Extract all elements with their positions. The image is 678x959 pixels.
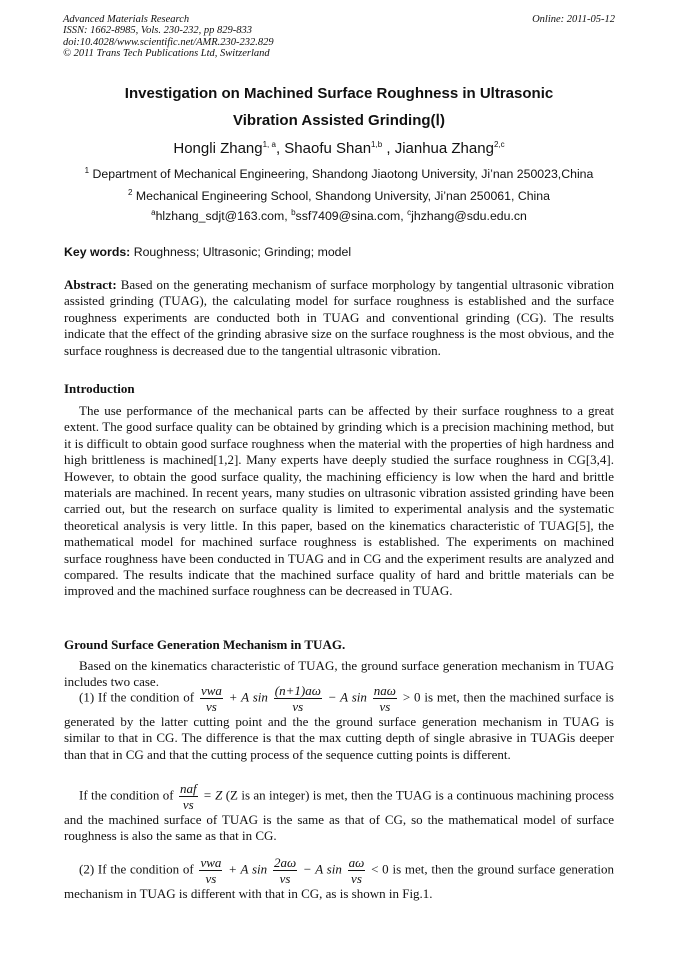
operator: + A sin (224, 861, 271, 877)
emails (64, 209, 614, 223)
relation: < 0 (367, 861, 389, 877)
numerator: aω (348, 855, 365, 870)
aff-text: Department of Mechanical Engineering, Shandong Jiaotong University, Ji’nan 250023,China (92, 167, 594, 181)
email-sup: b (291, 207, 296, 217)
affiliation-2 (64, 189, 614, 203)
section-heading: Ground Surface Generation Mechanism in TUAG. (64, 637, 346, 652)
denominator: vs (182, 797, 194, 812)
operator: + A sin (224, 689, 272, 705)
author-name: Shaofu Shan (284, 140, 372, 157)
journal-info (63, 14, 274, 59)
text: (2) If the condition of (79, 861, 198, 877)
journal-name: Advanced Materials Research (63, 14, 190, 25)
author-sup: 1, a (262, 140, 276, 149)
text: is met, then the machined surface is generated by the latter cutting point and the the ground surface generation mechanism in TUAG is similar to that in CG. The difference is that the max cutting depth of single abrasive in TUAGis deeper than that in CG and that the cutting process of the sequence cutting points is different. (64, 689, 614, 762)
case2-paragraph (64, 855, 614, 902)
denominator: vs (351, 871, 362, 886)
email: ssf7409@sina.com, (295, 209, 408, 223)
relation: > 0 (398, 689, 421, 705)
author-sup: 2,c (493, 140, 505, 149)
keywords (64, 245, 351, 259)
denominator: vs (292, 699, 304, 714)
text: (1) If the condition of (79, 689, 198, 705)
text: (Z is an integer) is met, then the TUAG is a continuous machining process and the machined surface of TUAG is the same as that of CG, so the mathematical model of surface roughness is also the same as that in CG. (64, 787, 614, 844)
fraction (348, 855, 366, 886)
issn: ISSN: 1662-8985, Vols. 230-232, pp 829-833 (63, 25, 252, 37)
author-sup: 1,b (371, 140, 383, 149)
denominator: vs (379, 699, 391, 714)
abstract (64, 277, 614, 359)
denominator: vs (279, 871, 291, 886)
numerator: 2aω (273, 855, 297, 870)
email-sup: a (151, 207, 156, 217)
affiliation-1 (64, 167, 614, 181)
text: If the condition of (79, 787, 177, 803)
aff-sup: 1 (84, 165, 90, 175)
numerator: (n+1)aω (274, 683, 321, 698)
copyright: © 2011 Trans Tech Publications Ltd, Switzerland (63, 47, 270, 59)
numerator: vwa (200, 683, 222, 698)
operator: − A sin (323, 689, 371, 705)
email: hlzhang_sdjt@163.com, (155, 209, 292, 223)
denominator: vs (206, 699, 217, 714)
aff-text: Mechanical Engineering School, Shandong University, Ji’nan 250061, China (135, 189, 550, 203)
fraction (199, 855, 222, 886)
title-line: Investigation on Machined Surface Roughness in Ultrasonic (124, 85, 554, 102)
fraction (179, 781, 198, 812)
abstract-text: Based on the generating mechanism of surface morphology by tangential ultrasonic vibration assisted grinding (TUAG), the calculating model for surface roughness is established and the surface roughness experiments are conducted both in TUAG and conventional grinding (CG). The results indicate that the effect of the grinding abrasive size on the surface roughness is the most obvious, and the surface roughness is decreased due to the tangential ultrasonic vibration. (64, 277, 614, 358)
numerator: naf (179, 781, 197, 796)
numerator: vwa (200, 855, 222, 870)
abstract-label: Abstract: (64, 277, 117, 292)
relation: = Z (199, 787, 223, 803)
title-line: Vibration Assisted Grinding(Ⅰ) (233, 112, 445, 129)
fraction (274, 683, 322, 714)
doi: doi:10.4028/www.scientific.net/AMR.230-232.829 (63, 36, 274, 48)
introduction-text: The use performance of the mechanical parts can be affected by their surface roughness to a great extent. The good surface quality can be obtained by grinding which is a precision machining method, but it is difficult to obtain good surface roughness when the material with the properties of high hardness and high brittleness is machined[1,2]. Many experts have deeply studied the surface roughness in CG[3,4]. However, to obtain the good surface quality, the machining efficiency is low when the hard and brittle materials are machined. In recent years, many studies on ultrasonic vibration assisted grinding have been carried out, but the research on surface quality is limited to experimental analysis and the systematic theoretical analysis is very little. In this paper, based on the kinematics characteristic of TUAG[5], the mathematical model for machined surface roughness is established. The experiments on machined surface roughness have been conducted in TUAG and in CG and the experiment results are analyzed and compared. The results indicate that the machined surface quality of hard and brittle materials can be improved and the machined surface roughness can be decreased in TUAG. (64, 403, 614, 599)
fraction (373, 683, 397, 714)
text: is met, then the ground surface generation mechanism in TUAG is different with that in CG, as is shown in Fig.1. (64, 861, 614, 901)
online-date: Online: 2011-05-12 (532, 14, 615, 25)
author-name: Hongli Zhang (173, 140, 263, 157)
author-name: Jianhua Zhang (394, 140, 494, 157)
fraction (273, 855, 297, 886)
email: jhzhang@sdu.edu.cn (411, 209, 527, 223)
aff-sup: 2 (128, 187, 133, 197)
authors: Hongli Zhang$^{1, a}$, Shaofu Shan$^{1,b}$ , Jianhua Zhang$^{2,c}$ (173, 140, 505, 157)
introduction-heading: Introduction (64, 381, 135, 396)
denominator: vs (205, 871, 217, 886)
fraction (200, 683, 223, 714)
email-sup: c (407, 207, 412, 217)
paper-title (64, 80, 614, 134)
section-paragraph: Based on the kinematics characteristic of TUAG, the ground surface generation mechanism in TUAG includes two case. (64, 658, 614, 690)
integer-paragraph (64, 781, 614, 845)
case1-paragraph (64, 683, 614, 763)
keywords-text: Roughness; Ultrasonic; Grinding; model (130, 245, 352, 259)
operator: − A sin (299, 861, 346, 877)
keywords-label: Key words: (64, 245, 131, 259)
numerator: naω (373, 683, 396, 698)
